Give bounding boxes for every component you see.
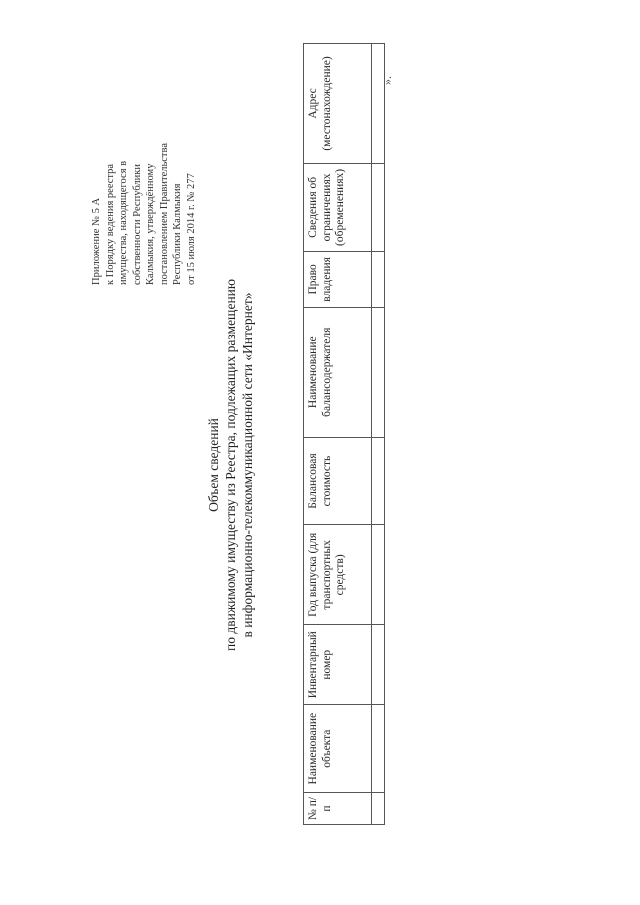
approval-line: от 15 июля 2014 г. № 277 <box>185 173 197 285</box>
approval-line: к Порядку ведения реестра <box>104 163 116 285</box>
approval-line: Республики Калмыкия <box>172 183 183 285</box>
approval-line: постановлением Правительства <box>158 142 170 285</box>
approval-stamp <box>90 55 198 285</box>
table-cell <box>372 525 385 625</box>
table-cell <box>372 793 385 825</box>
title-line: Объем сведений <box>206 418 221 512</box>
closing-quote: ». <box>380 76 394 85</box>
title-line: в информационно-телекоммуникационной сети «Интернет» <box>240 292 255 638</box>
header-number: № п/п <box>304 793 372 825</box>
header-year-of-manufacture: Год выпуска (для транспортных средств) <box>304 525 372 625</box>
header-book-value: Балансовая стоимость <box>304 437 372 525</box>
table-cell <box>372 251 385 307</box>
table-cell <box>372 307 385 437</box>
approval-line: имущества, находящегося в <box>118 160 129 285</box>
table-header-row <box>304 44 372 825</box>
header-address: Адрес (местонахождение) <box>304 44 372 164</box>
table-cell <box>372 163 385 251</box>
header-encumbrances: Сведения об ограничениях (обременениях) <box>304 163 372 251</box>
header-balance-holder: Наименование балансодержателя <box>304 307 372 437</box>
table-cell <box>372 437 385 525</box>
table-cell <box>372 44 385 164</box>
table-cell <box>372 625 385 705</box>
document-title <box>205 145 256 785</box>
header-inventory-number: Инвентарный номер <box>304 625 372 705</box>
table-cell <box>372 705 385 793</box>
approval-line: Калмыкия, утверждённому <box>145 163 156 285</box>
register-table <box>303 43 385 825</box>
header-ownership-right: Право владения <box>304 251 372 307</box>
header-object-name: Наименование объекта <box>304 705 372 793</box>
approval-line: собственности Республики <box>131 164 143 285</box>
title-line: по движимому имуществу из Реестра, подлежащих размещению <box>223 279 238 651</box>
approval-line: Приложение № 5 А <box>91 197 102 285</box>
table-empty-row <box>372 44 385 825</box>
